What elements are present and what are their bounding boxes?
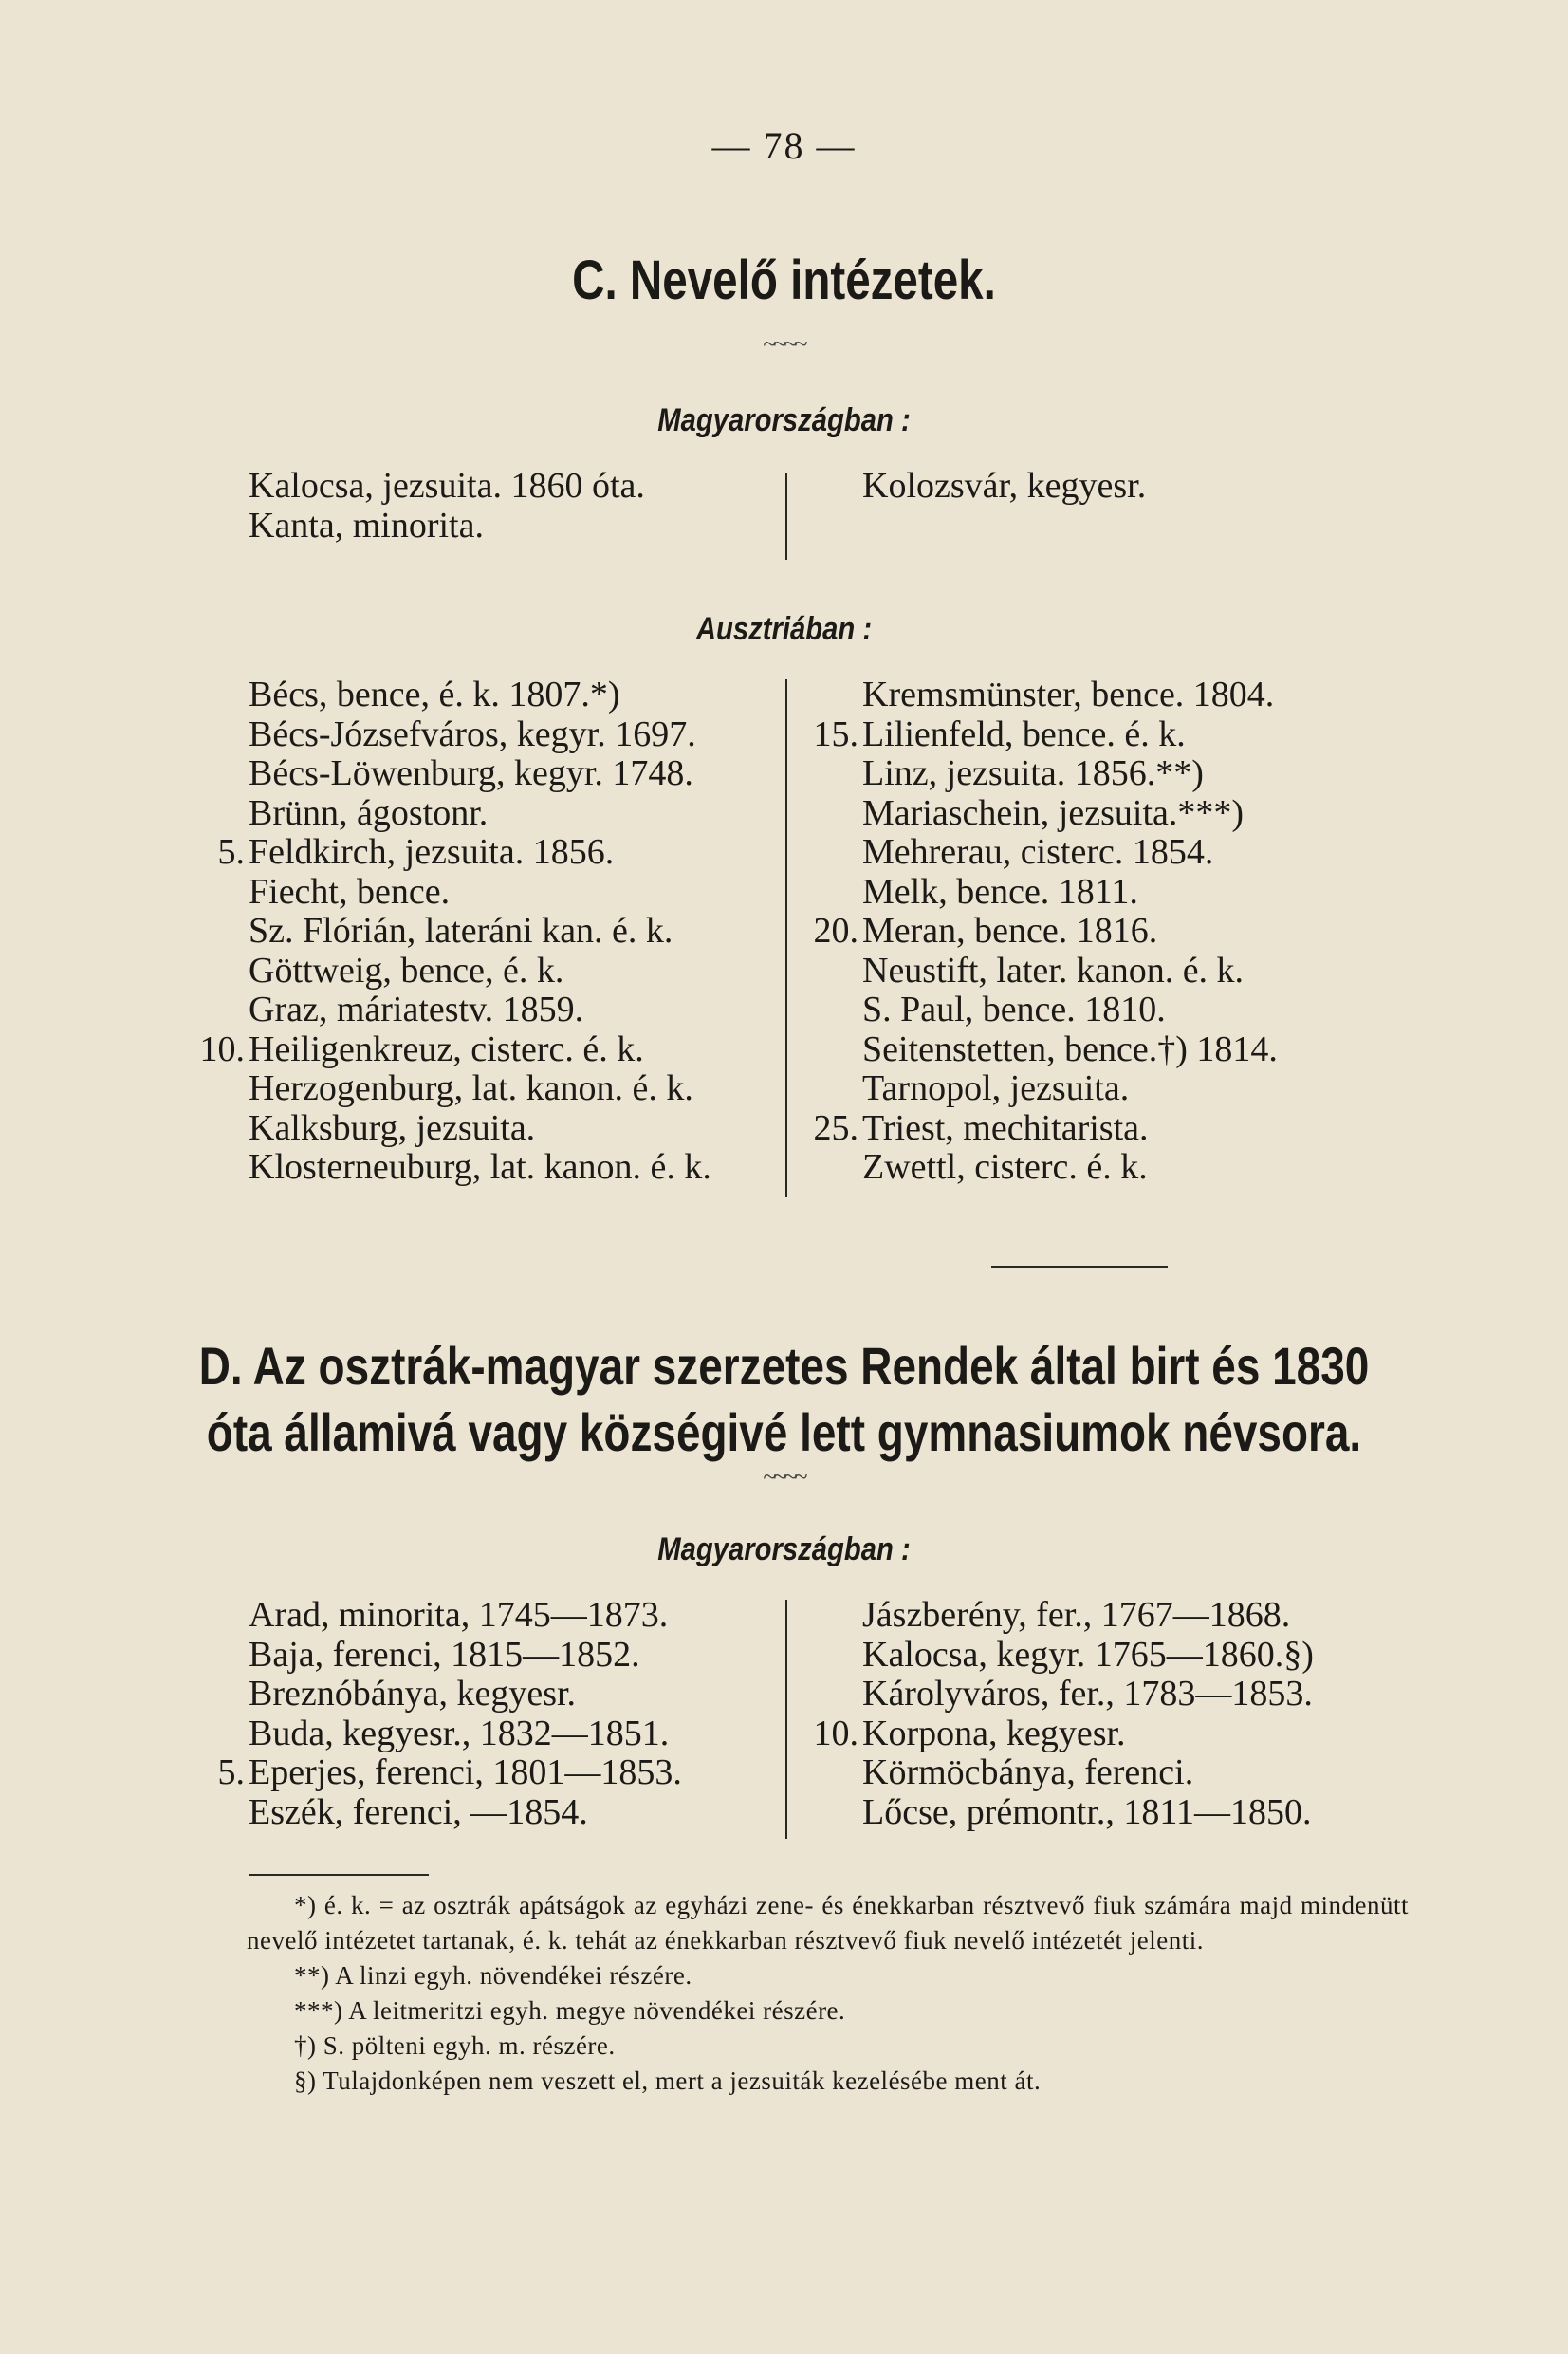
list-item: Kalocsa, kegyr. 1765—1860.§) xyxy=(862,1634,1314,1675)
section-d-title-line2: óta államivá vagy községivé lett gymnasiumok névsora. xyxy=(206,1402,1362,1462)
list-item: Kalksburg, jezsuita. xyxy=(249,1107,536,1148)
list-item: Seitenstetten, bence.†) 1814. xyxy=(862,1029,1278,1069)
section-c-hungary-heading: Magyarországban : xyxy=(657,402,911,438)
ornament-wave: ~~~~ xyxy=(763,1463,805,1491)
list-item: Herzogenburg, lat. kanon. é. k. xyxy=(249,1068,693,1108)
section-d-hungary-heading: Magyarországban : xyxy=(657,1531,911,1567)
list-item: Kalocsa, jezsuita. 1860 óta. xyxy=(249,466,645,506)
column-divider xyxy=(785,473,787,560)
footnote: **) A linzi egyh. növendékei részére. xyxy=(294,1961,692,1990)
list-item: Neustift, later. kanon. é. k. xyxy=(862,950,1245,991)
list-item: Eszék, ferenci, —1854. xyxy=(249,1791,588,1832)
footnotes xyxy=(247,1888,1409,2099)
section-c-austria-left-list xyxy=(161,676,711,1188)
list-item: Klosterneuburg, lat. kanon. é. k. xyxy=(249,1147,711,1187)
list-item: 10. Heiligenkreuz, cisterc. é. k. xyxy=(199,1029,644,1069)
list-item: Arad, minorita, 1745—1873. xyxy=(249,1595,669,1635)
list-item: Kanta, minorita. xyxy=(249,505,484,546)
list-item: Fiecht, bence. xyxy=(249,871,451,912)
list-item: 5. Eperjes, ferenci, 1801—1853. xyxy=(217,1752,682,1792)
list-item: 15. Lilienfeld, bence. é. k. xyxy=(813,714,1186,754)
list-item: Károlyváros, fer., 1783—1853. xyxy=(862,1674,1313,1714)
column-divider xyxy=(785,679,787,1197)
footnote: §) Tulajdonképen nem veszett el, mert a jezsuiták kezelésébe ment át. xyxy=(294,2067,1042,2095)
list-item: Brünn, ágostonr. xyxy=(249,792,489,833)
section-c-austria-heading: Ausztriában : xyxy=(695,611,873,647)
list-item: Tarnopol, jezsuita. xyxy=(862,1068,1130,1108)
section-d-title-line1: D. Az osztrák-magyar szerzetes Rendek által birt és 1830 xyxy=(198,1336,1370,1396)
list-item: Körmöcbánya, ferenci. xyxy=(862,1752,1194,1792)
list-item: Kremsmünster, bence. 1804. xyxy=(862,675,1275,714)
section-c-hungary-left-list xyxy=(161,467,645,546)
list-item: 5. Feldkirch, jezsuita. 1856. xyxy=(217,832,615,872)
section-c-austria-right-list xyxy=(799,676,1278,1188)
list-item: Sz. Flórián, lateráni kan. é. k. xyxy=(249,911,673,951)
list-item: Kolozsvár, kegyesr. xyxy=(862,466,1147,506)
list-item: 10. Korpona, kegyesr. xyxy=(813,1713,1126,1753)
list-item: Bécs, bence, é. k. 1807.*) xyxy=(249,675,620,714)
list-item: Baja, ferenci, 1815—1852. xyxy=(249,1634,640,1675)
column-divider xyxy=(785,1600,787,1839)
footnote-rule xyxy=(249,1874,429,1876)
list-item: Mehrerau, cisterc. 1854. xyxy=(862,832,1214,872)
footnote: *) é. k. = az osztrák apátságok az egyházi zene- és énekkarban résztvevő fiuk számára majd mindenütt nevelő intézetet tartanak, é. k. tehát az énekkarban résztvevő fiuk nevelő intézetét jelenti. xyxy=(247,1891,1409,1955)
list-item: S. Paul, bence. 1810. xyxy=(862,990,1166,1029)
list-item: Mariaschein, jezsuita.***) xyxy=(862,792,1245,833)
section-c-hungary-right-list xyxy=(799,467,1146,507)
list-item: Melk, bence. 1811. xyxy=(862,871,1138,912)
ornament-wave: ~~~~ xyxy=(763,330,805,358)
list-item: Lőcse, prémontr., 1811—1850. xyxy=(862,1791,1312,1832)
list-item: 20. Meran, bence. 1816. xyxy=(813,911,1158,951)
section-separator xyxy=(991,1266,1168,1268)
section-c-title: C. Nevelő intézetek. xyxy=(572,250,996,311)
list-item: Buda, kegyesr., 1832—1851. xyxy=(249,1713,670,1753)
list-item: Jászberény, fer., 1767—1868. xyxy=(862,1595,1291,1635)
list-item: Göttweig, bence, é. k. xyxy=(249,950,564,991)
list-item: Bécs-Józsefváros, kegyr. 1697. xyxy=(249,714,696,754)
footnote: ***) A leitmeritzi egyh. megye növendékei részére. xyxy=(294,1996,846,2025)
footnote: †) S. pölteni egyh. m. részére. xyxy=(294,2031,616,2060)
list-item: 25. Triest, mechitarista. xyxy=(813,1107,1149,1148)
list-item: Zwettl, cisterc. é. k. xyxy=(862,1147,1148,1187)
section-d-hungary-right-list xyxy=(799,1596,1314,1832)
section-d-hungary-left-list xyxy=(161,1596,682,1832)
list-item: Graz, máriatestv. 1859. xyxy=(249,990,584,1029)
list-item: Bécs-Löwenburg, kegyr. 1748. xyxy=(249,753,693,793)
page-number: — 78 — xyxy=(711,124,857,167)
list-item: Linz, jezsuita. 1856.**) xyxy=(862,753,1204,793)
list-item: Breznóbánya, kegyesr. xyxy=(249,1674,577,1714)
